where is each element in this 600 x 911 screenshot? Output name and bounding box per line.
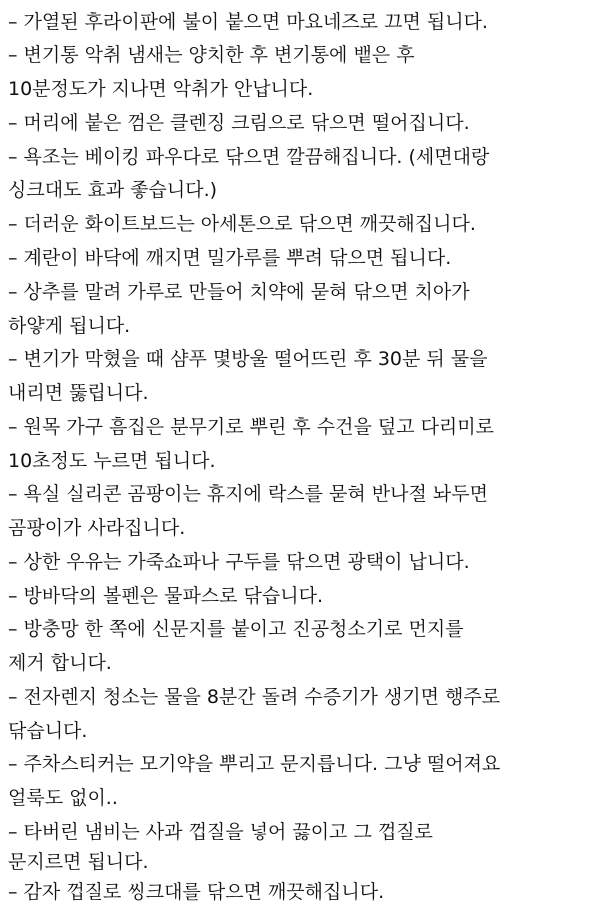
text-line: – 변기통 악취 냄새는 양치한 후 변기통에 뱉은 후 xyxy=(8,44,415,66)
text-line: 10초정도 누르면 됩니다. xyxy=(8,450,216,472)
text-line: – 타버린 냄비는 사과 껍질을 넣어 끓이고 그 껍질로 xyxy=(8,821,433,843)
text-line: – 계란이 바닥에 깨지면 밀가루를 뿌려 닦으면 됩니다. xyxy=(8,247,452,269)
text-line: – 변기가 막혔을 때 샴푸 몇방울 떨어뜨린 후 30분 뒤 물을 xyxy=(8,348,488,370)
text-line: – 더러운 화이트보드는 아세톤으로 닦으면 깨끗해집니다. xyxy=(8,213,476,235)
text-line: 문지르면 됩니다. xyxy=(8,851,149,873)
text-line: 얼룩도 없이.. xyxy=(8,787,118,809)
text-line: 싱크대도 효과 좋습니다.) xyxy=(8,179,218,201)
text-line: 내리면 뚫립니다. xyxy=(8,382,149,404)
text-line: – 상한 우유는 가죽쇼파나 구두를 닦으면 광택이 납니다. xyxy=(8,551,470,573)
text-line: – 머리에 붙은 껌은 클렌징 크림으로 닦으면 떨어집니다. xyxy=(8,112,470,134)
text-line: – 주차스티커는 모기약을 뿌리고 문지릅니다. 그냥 떨어져요 xyxy=(8,753,501,775)
text-line: – 가열된 후라이판에 불이 붙으면 마요네즈로 끄면 됩니다. xyxy=(8,11,488,33)
text-line: 닦습니다. xyxy=(8,720,88,742)
text-line: 제거 합니다. xyxy=(8,652,112,674)
text-line: – 욕실 실리콘 곰팡이는 휴지에 락스를 묻혀 반나절 놔두면 xyxy=(8,483,488,505)
text-line: 10분정도가 지나면 악취가 안납니다. xyxy=(8,78,314,100)
text-line: – 상추를 말려 가루로 만들어 치약에 묻혀 닦으면 치아가 xyxy=(8,281,470,303)
text-line: – 방바닥의 볼펜은 물파스로 닦습니다. xyxy=(8,585,324,607)
text-line: 곰팡이가 사라집니다. xyxy=(8,517,186,539)
text-line: – 감자 껍질로 씽크대를 닦으면 깨끗해집니다. xyxy=(8,881,385,903)
text-line: – 방충망 한 쪽에 신문지를 붙이고 진공청소기로 먼지를 xyxy=(8,618,464,640)
text-line: – 원목 가구 흠집은 분무기로 뿌린 후 수건을 덮고 다리미로 xyxy=(8,416,494,438)
text-line: – 욕조는 베이킹 파우다로 닦으면 깔끔해집니다. (세면대랑 xyxy=(8,146,490,168)
text-line: – 전자렌지 청소는 물을 8분간 돌려 수증기가 생기면 행주로 xyxy=(8,686,501,708)
text-line: 하얗게 됩니다. xyxy=(8,315,131,337)
